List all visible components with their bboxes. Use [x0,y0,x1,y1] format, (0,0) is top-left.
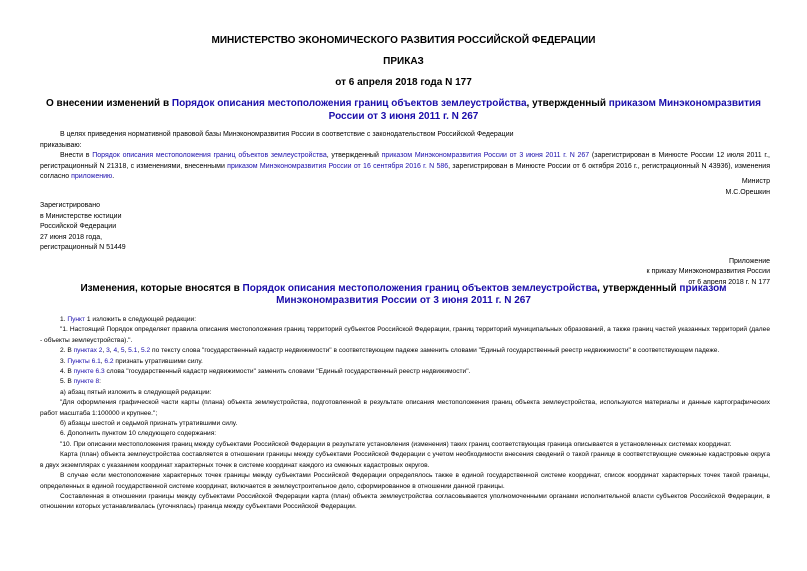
appendix-title-link-procedure[interactable]: Порядок описания местоположения границ объектов землеустройства [242,283,598,294]
preamble-purpose: В целях приведения нормативной правовой базы Минэкономразвития России в соответствие с законодательством Российской Федерации [60,131,514,138]
link-point-3[interactable]: 3 [106,347,110,355]
link-order-586[interactable]: приказом Минэкономразвития России от 16 сентября 2016 г. N 586 [227,162,449,170]
registration-line: в Министерстве юстиции [40,212,122,220]
item-5b: б) абзацы шестой и седьмой признать утратившими силу. [60,420,238,428]
registration-line: Зарегистрировано [40,202,100,209]
signature-position: Министр [741,178,770,185]
appendix-date: от 6 апреля 2018 г. N 177 [688,278,770,286]
appendix-title: Изменения, которые вносятся в Порядок описания местоположения границ объектов землеустройства, утвержденный приказом Минэкономразвития России от 3 июня 2011 г. N 267 [80,283,727,306]
link-point-6-3[interactable]: пункте 6.3 [73,368,105,376]
preamble [40,130,770,183]
link-point-4[interactable]: 4 [113,347,118,355]
link-point-5-2[interactable]: 5.2 [141,347,151,355]
item-6: 6. Дополнить пунктом 10 следующего содержания: [60,430,217,438]
title-link-procedure[interactable]: Порядок описания местоположения границ объектов землеустройства [171,98,527,109]
order-title [40,97,767,123]
ministry-heading: МИНИСТЕРСТВО ЭКОНОМИЧЕСКОГО РАЗВИТИЯ РОССИЙСКОЙ ФЕДЕРАЦИИ [211,35,596,46]
item-5a-quote: "Для оформления графической части карты (плана) объекта землеустройства, подготовленной в результате описания местоположения границ объекта землеустройства, используются материалы и данные картографических работ масштаба 1:100000 и крупнее."; [40,399,770,417]
appendix-ref: к приказу Минэкономразвития России [646,268,770,276]
link-point-1[interactable]: Пункт [67,316,86,323]
appendix-title-link-order[interactable]: приказом Минэкономразвития России от 3 июня 2011 г. N 267 [276,283,727,306]
registration-line: Российской Федерации [40,223,117,231]
title-text: , утвержденный [526,98,609,109]
signature-name: М.С.Орешкин [725,189,770,196]
item-6-quote-4: Составленная в отношении границы между субъектами Российской Федерации карта (план) объекта землеустройства согласовывается уполномоченными органами исполнительной власти субъектов Российской Федерации, в отношении которых устанавливалась (уточнялась) граница между субъектами Российской Федерации. [40,492,770,511]
link-point-5[interactable]: 5 [120,347,125,355]
item-6-quote-1: "10. При описании местоположения границ между субъектами Российской Федерации в результате установления (изменения) таких границ соответствующая граница описывается в установленных системах координат. [60,440,732,448]
link-point-6-1[interactable]: Пункты 6.1 [67,357,101,365]
link-point-8[interactable]: пункте 8 [73,378,100,386]
item-2: 2. В пунктах 2, 3, 4, 5, 5.1, 5.2 по тексту слова "государственный кадастр недвижимости" в соответствующем падеже заменить словами "Единый государственный реестр недвижимости" в соответствующем падеже. [60,347,720,355]
item-1: 1. Пункт 1 изложить в следующей редакции: [60,316,197,323]
link-point-6-2[interactable]: 6.2 [104,357,114,365]
preamble-amendment: Внести в Порядок описания местоположения границ объектов землеустройства, утвержденный приказом Минэкономразвития России от 3 июня 2011 г. N 267 (зарегистрирован в Минюсте России 12 июля 2011 г., регистрационный N 21318, с изменениями, внесенными приказом Минэкономразвития России от 16 сентября 2016 г. N 586, зарегистрирован в Минюсте России от 6 октября 2016 г., регистрационный N 43936), изменения согласно приложению. [40,152,770,180]
link-point-2[interactable]: пунктах 2 [73,347,103,355]
title-text: О внесении изменений в [46,98,172,109]
document-type: ПРИКАЗ [383,56,424,67]
link-point-5-1[interactable]: 5.1 [128,347,138,355]
order-date-number: от 6 апреля 2018 года N 177 [335,77,472,88]
appendix-label: Приложение [728,258,770,265]
changes-body [40,315,770,513]
registration-line: регистрационный N 51449 [40,244,126,252]
link-order-267[interactable]: приказом Минэкономразвития России от 3 июня 2011 г. N 267 [381,152,590,159]
item-1-quote: "1. Настоящий Порядок определяет правила описания местоположения границ территорий субъектов Российской Федерации, границ территорий муниципальных образований, а также границ частей указанных территорий (далее - объекты землеустройства).". [40,326,770,344]
item-5a: а) абзац пятый изложить в следующей редакции: [60,388,212,396]
preamble-order-word: приказываю: [40,141,82,149]
title-link-order[interactable]: приказом Минэкономразвития России от 3 июня 2011 г. N 267 [328,98,761,122]
registration-block [40,201,340,254]
link-procedure[interactable]: Порядок описания местоположения границ объектов землеустройства [92,152,327,159]
item-4: 4. В пункте 6.3 слова "государственный кадастр недвижимости" заменить словами "Единый государственный реестр недвижимости". [60,368,471,376]
item-3: 3. Пункты 6.1, 6.2 признать утратившими силу. [60,357,203,365]
item-6-quote-2: Карта (план) объекта землеустройства составляется в отношении границы между субъектами Российской Федерации с учетом необходимости внесения сведений о такой границе в соответствующие смежные кадастровые округа в двух экземплярах с указанием координат характерных точек в системе координат каждого из смежных кадастровых округов. [40,451,770,469]
link-appendix[interactable]: приложению [71,173,113,180]
item-6-quote-3: В случае если местоположение характерных точек границы между субъектами Российской Федерации определялось также в единой государственной системе координат, список координат характерных точек такой границы, определенных в единой государственной системе координат, включается в землеустроительное дело, сформированное в отношении данной границы. [40,472,770,490]
registration-line: 27 июня 2018 года, [40,233,103,241]
item-5: 5. В пункте 8: [60,378,101,386]
